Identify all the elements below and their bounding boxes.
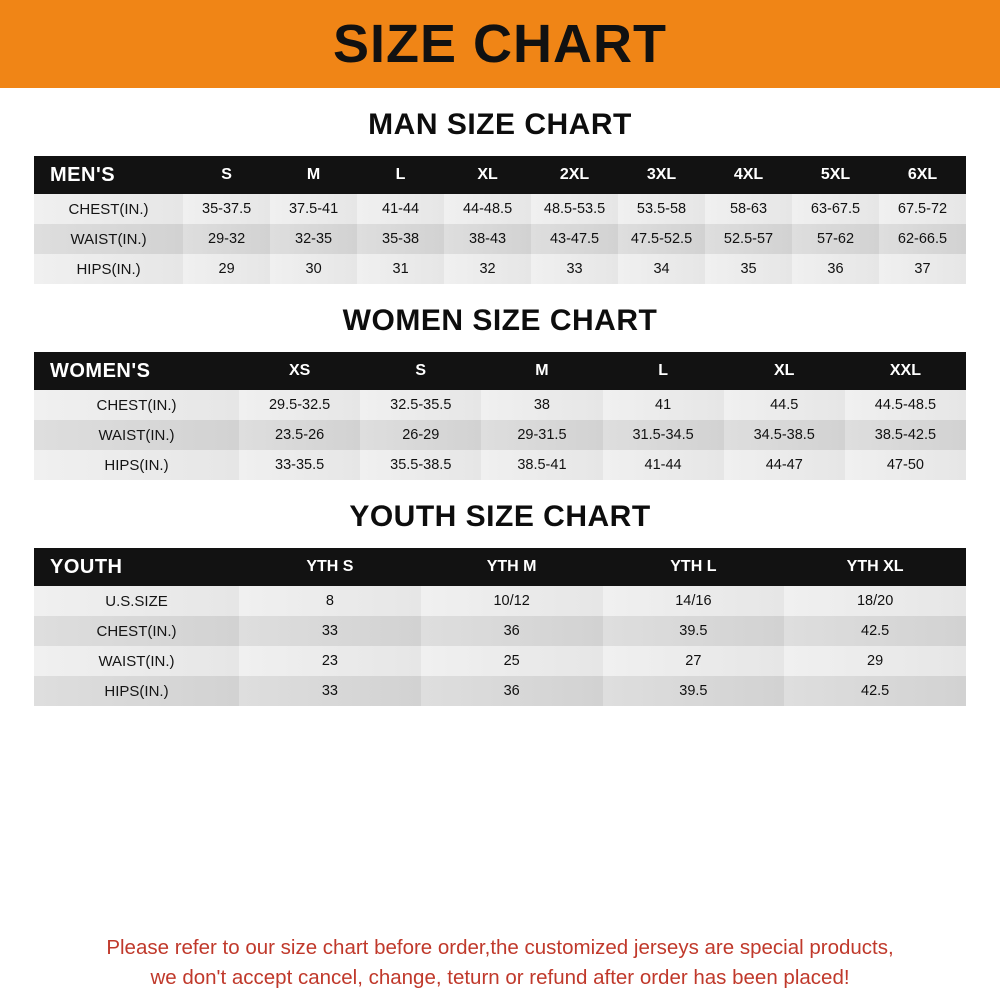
table-cell: 36 (421, 676, 603, 706)
table-header-row (34, 352, 966, 390)
table-cell: 44-47 (724, 450, 845, 480)
column-header: YTH M (421, 548, 603, 586)
table-cell: 43-47.5 (531, 224, 618, 254)
table-cell: 47.5-52.5 (618, 224, 705, 254)
table-row (34, 390, 966, 420)
page-header (0, 0, 1000, 88)
table-cell: 18/20 (784, 586, 966, 616)
row-label: CHEST(IN.) (34, 390, 239, 420)
footer-note-line-2: we don't accept cancel, change, teturn or refund after order has been placed! (150, 966, 850, 990)
table-cell: 35-38 (357, 224, 444, 254)
table-cell: 14/16 (603, 586, 785, 616)
table-header-row (34, 548, 966, 586)
row-label: WAIST(IN.) (34, 224, 183, 254)
table-row (34, 450, 966, 480)
row-label: WAIST(IN.) (34, 646, 239, 676)
row-label: WAIST(IN.) (34, 420, 239, 450)
column-header: YOUTH (34, 548, 239, 586)
footer-note (0, 933, 1000, 995)
row-label: CHEST(IN.) (34, 194, 183, 224)
table-cell: 33 (239, 676, 421, 706)
table-row (34, 194, 966, 224)
table-cell: 25 (421, 646, 603, 676)
column-header: YTH L (603, 548, 785, 586)
table-cell: 33-35.5 (239, 450, 360, 480)
table-cell: 41 (603, 390, 724, 420)
column-header: 4XL (705, 156, 792, 194)
table-cell: 42.5 (784, 676, 966, 706)
men-table-wrap (0, 156, 1000, 284)
table-cell: 52.5-57 (705, 224, 792, 254)
table-cell: 63-67.5 (792, 194, 879, 224)
table-cell: 53.5-58 (618, 194, 705, 224)
table-cell: 41-44 (603, 450, 724, 480)
column-header: MEN'S (34, 156, 183, 194)
column-header: 5XL (792, 156, 879, 194)
table-cell: 44-48.5 (444, 194, 531, 224)
column-header: S (183, 156, 270, 194)
column-header: WOMEN'S (34, 352, 239, 390)
section-title-youth: YOUTH SIZE CHART (349, 500, 651, 533)
table-header-row (34, 156, 966, 194)
table-cell: 32.5-35.5 (360, 390, 481, 420)
table-cell: 37.5-41 (270, 194, 357, 224)
column-header: YTH XL (784, 548, 966, 586)
section-title-men: MAN SIZE CHART (368, 108, 632, 141)
column-header: XL (724, 352, 845, 390)
youth-table-wrap (0, 548, 1000, 706)
table-row (34, 616, 966, 646)
women-table-wrap (0, 352, 1000, 480)
table-cell: 35 (705, 254, 792, 284)
row-label: CHEST(IN.) (34, 616, 239, 646)
table-cell: 36 (421, 616, 603, 646)
table-cell: 48.5-53.5 (531, 194, 618, 224)
men-size-table (34, 156, 966, 284)
table-row (34, 646, 966, 676)
table-cell: 36 (792, 254, 879, 284)
table-cell: 26-29 (360, 420, 481, 450)
table-cell: 44.5-48.5 (845, 390, 966, 420)
table-cell: 34 (618, 254, 705, 284)
table-cell: 8 (239, 586, 421, 616)
table-cell: 38.5-42.5 (845, 420, 966, 450)
column-header: XXL (845, 352, 966, 390)
table-row (34, 224, 966, 254)
table-cell: 35-37.5 (183, 194, 270, 224)
section-title-women: WOMEN SIZE CHART (342, 304, 658, 337)
column-header: L (357, 156, 444, 194)
table-cell: 32-35 (270, 224, 357, 254)
column-header: M (270, 156, 357, 194)
table-row (34, 420, 966, 450)
table-cell: 44.5 (724, 390, 845, 420)
table-cell: 33 (531, 254, 618, 284)
table-cell: 39.5 (603, 676, 785, 706)
table-cell: 34.5-38.5 (724, 420, 845, 450)
table-cell: 33 (239, 616, 421, 646)
table-cell: 29-32 (183, 224, 270, 254)
table-cell: 37 (879, 254, 966, 284)
table-cell: 29-31.5 (481, 420, 602, 450)
table-cell: 38.5-41 (481, 450, 602, 480)
page-title: SIZE CHART (333, 14, 667, 74)
table-cell: 67.5-72 (879, 194, 966, 224)
column-header: 2XL (531, 156, 618, 194)
table-cell: 29 (784, 646, 966, 676)
row-label: HIPS(IN.) (34, 450, 239, 480)
footer-note-line-1: Please refer to our size chart before order,the customized jerseys are special products, (106, 935, 894, 959)
table-cell: 42.5 (784, 616, 966, 646)
table-cell: 58-63 (705, 194, 792, 224)
table-cell: 29.5-32.5 (239, 390, 360, 420)
table-row (34, 586, 966, 616)
column-header: XS (239, 352, 360, 390)
table-cell: 41-44 (357, 194, 444, 224)
table-cell: 35.5-38.5 (360, 450, 481, 480)
table-cell: 29 (183, 254, 270, 284)
column-header: L (603, 352, 724, 390)
column-header: YTH S (239, 548, 421, 586)
table-cell: 47-50 (845, 450, 966, 480)
column-header: S (360, 352, 481, 390)
column-header: 3XL (618, 156, 705, 194)
row-label: U.S.SIZE (34, 586, 239, 616)
table-cell: 38-43 (444, 224, 531, 254)
youth-size-table (34, 548, 966, 706)
row-label: HIPS(IN.) (34, 254, 183, 284)
column-header: 6XL (879, 156, 966, 194)
table-cell: 27 (603, 646, 785, 676)
table-cell: 23.5-26 (239, 420, 360, 450)
table-cell: 57-62 (792, 224, 879, 254)
table-cell: 32 (444, 254, 531, 284)
table-row (34, 254, 966, 284)
women-size-table (34, 352, 966, 480)
table-row (34, 676, 966, 706)
table-cell: 30 (270, 254, 357, 284)
table-cell: 23 (239, 646, 421, 676)
column-header: M (481, 352, 602, 390)
table-cell: 31 (357, 254, 444, 284)
table-cell: 31.5-34.5 (603, 420, 724, 450)
row-label: HIPS(IN.) (34, 676, 239, 706)
table-cell: 10/12 (421, 586, 603, 616)
table-cell: 39.5 (603, 616, 785, 646)
column-header: XL (444, 156, 531, 194)
table-cell: 62-66.5 (879, 224, 966, 254)
table-cell: 38 (481, 390, 602, 420)
